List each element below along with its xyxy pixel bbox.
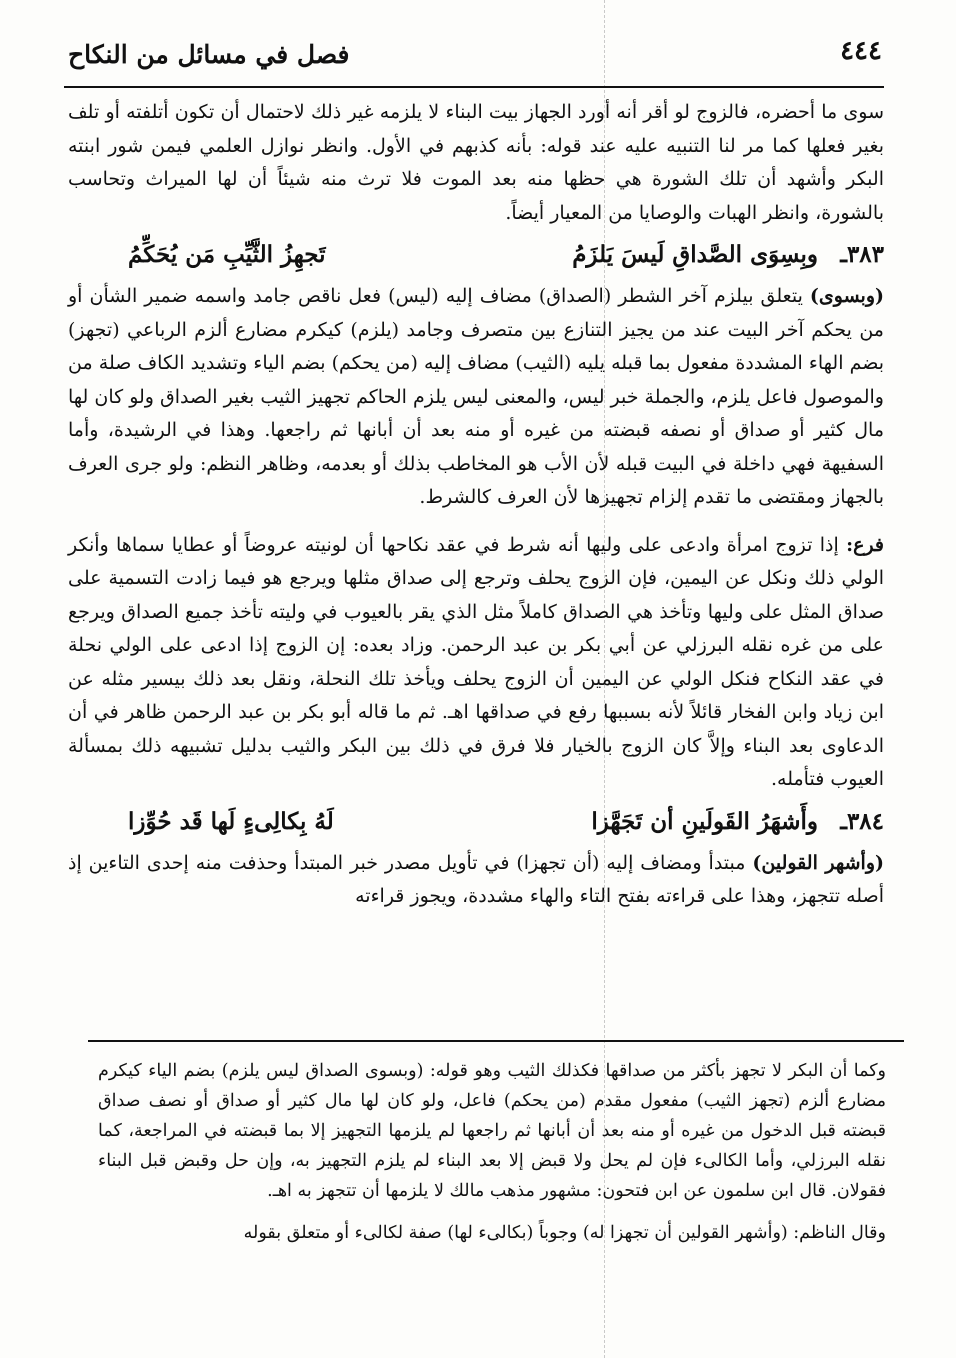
paragraph-2-lead: (وبسوى) xyxy=(809,285,884,307)
verse-383 xyxy=(68,232,884,278)
paragraph-1: سوى ما أحضره، فالزوج لو أقر أنه أورد الجهاز بيت البناء لا يلزمه غير ذلك لاحتمال أن تكون أتلفته أو تلف بغير فعلها كما مر لنا التنبيه عليه عند قوله: بأنه كذبهم في الأول. وانظر نوازل العلمي فيمن شور ابنته البكر وأشهد أن تلك الشورة هي حظها منه بعد الموت فلا ترث منه شيئاً أن لها الميراث وتحاسب بالشورة، وانظر الهبات والوصايا من المعيار أيضاً. xyxy=(68,101,884,224)
verse-number: ٣٨٣ـ xyxy=(840,241,884,268)
verse-384 xyxy=(68,799,884,845)
running-title: فصل في مسائل من النكاح xyxy=(68,40,350,69)
paragraph-2 xyxy=(68,280,884,515)
paragraph-4-lead: (وأشهر القولين) xyxy=(752,851,884,874)
paragraph-4-text: مبتدأ ومضاف إليه (أن تجهزا) في تأويل مصدر خبر المبتدأ وحذفت منه إحدى التاءين إذ أصله تتجهز، وهذا على قراءته بفتح التاء والهاء مشددة، ويجوز قراءته xyxy=(68,851,884,907)
verse-hemistich-1: وبِسِوَى الصَّداقِ لَيسَ يَلزَمُ xyxy=(572,241,818,268)
footnote-1: وكما أن البكر لا تجهز بأكثر من صداقها فكذلك الثيب وهو قوله: (وبسوى الصداق ليس يلزم) بضم الياء كيكرم مضارع ألزم (تجهز الثيب) مفعول مقدم (من يحكم) فاعل، ولو كان لها مال كثير أو صداق أو نصف صداق قبضته قبل الدخول من غيره أو منه بعد أن أبانها ثم راجعها لم يلزمها التجهيز إلا بما قبضته في المراجعة، كما نقله البرزلي، وأما الكالىء فإن لم يحل ولا قبض إلا بعد البناء لم يلزم التجهيز به، وإن حل وقبض قبل البناء فقولان. قال ابن سلمون عن ابن فتحون: مشهور مذهب مالك لا يلزمها أن تتجهز به اهـ. xyxy=(98,1061,886,1201)
paragraph-4 xyxy=(68,847,884,914)
paragraph-2-text: يتعلق بيلزم آخر الشطر (الصداق) مضاف إليه (ليس) فعل ناقص جامد واسمه ضمير الشأن أو من يحكم آخر البيت عند من يجيز التنازع بين متصرف وجامد (يلزم) كيكرم مضارع ألزم الرباعي (تجهز) بضم الهاء المشددة مفعول بما قبله يليه (الثيب) مضاف إليه (من يحكم) بضم الياء وتشديد الكاف صلة من والموصول فاعل يلزم، والجملة خبر ليس، والمعنى ليس يلزم الحاكم تجهيز الثيب بغير الصداق ولو كان لها مال كثير أو صداق أو نصفه قبضته من غيره أو منه بعد أن أبانها ثم راجعها. وهذا في الرشيدة، وأما السفيهة فهي داخلة في البيت قبله لأن الأب هو المخاطب بذلك أو بعدمه، وظاهر النظم: ولو جرى العرف بالجهاز ومقتضى ما تقدم إلزام تجهيزها لأن العرف كالشرط. xyxy=(68,285,884,508)
verse-number: ٣٨٤ـ xyxy=(840,807,884,835)
footnote-separator xyxy=(88,1040,904,1042)
footnotes xyxy=(98,1056,886,1248)
page-header xyxy=(64,30,884,88)
page-number: ٤٤٤ xyxy=(840,36,882,66)
main-text xyxy=(68,96,884,914)
verse-hemistich-2: لَهُ بِكالِىءٍ لَها قَد حُوِّزا xyxy=(128,807,334,835)
verse-hemistich-1: وأَشهَرُ القَولَينِ أن تَجَهَّزا xyxy=(591,807,818,835)
paragraph-3-lead: فرع: xyxy=(846,533,884,556)
paragraph-3-text: إذا تزوج امرأة وادعى على وليها أنه شرط في عقد نكاحها أن لونيته عروضاً أو عطايا سماها وأنكر الولي ذلك ونكل عن اليمين، فإن الزوج يحلف وترجع إلى صداق مثلها ويرجع هو فيما زادت التسمية على صداق المثل على وليها وتأخذ هي الصداق كاملاً مثل الذي يقر بالعيوب في وليته تأخذ جميع الصداق ويرجع على من غره نقله البرزلي عن أبي بكر بن عبد الرحمن. وزاد بعده: إن الزوج إذا ادعى على الولي نحلة في عقد النكاح فنكل الولي عن اليمين أن الزوج يحلف ويأخذ تلك النحلة، ونقل بعد ذلك بيسير مثله عن ابن زياد وابن الفخار قائلاً لأنه بسببها رفع في صداقها اهـ. ثم ما قاله أبو بكر بن عبد الرحمن ظاهر في أن الدعاوى بعد البناء وإلاَّ كان الزوج بالخيار فلا فرق في ذلك بين البكر والثيب بدليل تشبيهه ذلك بمسألة العيوب فتأمله. xyxy=(68,533,884,790)
verse-hemistich-2: تَجهِزُ الثَّيِّبِ مَن يُحَكِّمُ xyxy=(128,241,326,268)
footnote-2: وقال الناظم: (وأشهر القولين أن تجهزا له) وجوباً (بكالىء لها) صفة لكالىء أو متعلق بقوله xyxy=(243,1223,886,1243)
paragraph-3 xyxy=(68,529,884,797)
